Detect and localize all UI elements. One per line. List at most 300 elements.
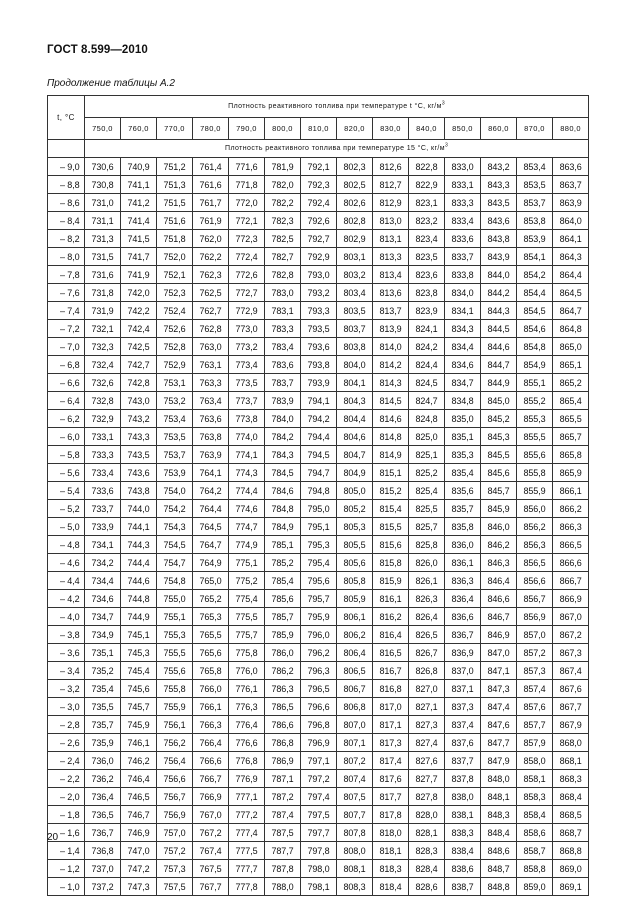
density-cell: 776,8 xyxy=(229,752,265,770)
density-cell: 774,1 xyxy=(229,446,265,464)
density-cell: 804,1 xyxy=(337,374,373,392)
density-cell: 846,2 xyxy=(481,536,517,554)
density-cell: 804,9 xyxy=(337,464,373,482)
density-cell: 848,0 xyxy=(481,770,517,788)
density-cell: 825,5 xyxy=(409,500,445,518)
density-cell: 794,4 xyxy=(301,428,337,446)
density-cell: 771,6 xyxy=(229,158,265,176)
density-cell: 757,5 xyxy=(157,878,193,896)
density-cell: 773,5 xyxy=(229,374,265,392)
density-cell: 785,9 xyxy=(265,626,301,644)
temperature-cell: – 6,2 xyxy=(48,410,85,428)
table-row xyxy=(48,428,589,446)
density-cell: 732,1 xyxy=(85,320,121,338)
table-row xyxy=(48,392,589,410)
density-cell: 744,1 xyxy=(121,518,157,536)
density-cell: 784,2 xyxy=(265,428,301,446)
density-cell: 794,8 xyxy=(301,482,337,500)
table-row xyxy=(48,320,589,338)
density-cell: 795,4 xyxy=(301,554,337,572)
density-cell: 828,1 xyxy=(409,824,445,842)
density-cell: 824,4 xyxy=(409,356,445,374)
density-cell: 836,1 xyxy=(445,554,481,572)
temperature-cell: – 6,8 xyxy=(48,356,85,374)
density-cell: 825,2 xyxy=(409,464,445,482)
temperature-cell: – 8,6 xyxy=(48,194,85,212)
density-cell: 744,0 xyxy=(121,500,157,518)
table-row xyxy=(48,194,589,212)
density-cell: 834,8 xyxy=(445,392,481,410)
density-cell: 784,3 xyxy=(265,446,301,464)
density-cell: 834,7 xyxy=(445,374,481,392)
density-cell: 817,7 xyxy=(373,788,409,806)
density-cell: 807,2 xyxy=(337,752,373,770)
density-cell: 754,8 xyxy=(157,572,193,590)
density-cell: 864,8 xyxy=(553,320,589,338)
density-cell: 828,4 xyxy=(409,860,445,878)
density-cell: 755,6 xyxy=(157,662,193,680)
column-header: 800,0 xyxy=(265,118,301,140)
density-cell: 826,7 xyxy=(409,644,445,662)
column-header: 850,0 xyxy=(445,118,481,140)
temperature-cell: – 6,4 xyxy=(48,392,85,410)
density-cell: 823,8 xyxy=(409,284,445,302)
density-cell: 867,9 xyxy=(553,716,589,734)
density-cell: 747,2 xyxy=(121,860,157,878)
density-cell: 817,6 xyxy=(373,770,409,788)
density-cell: 814,8 xyxy=(373,428,409,446)
density-cell: 807,8 xyxy=(337,824,373,842)
density-cell: 856,5 xyxy=(517,554,553,572)
density-cell: 836,4 xyxy=(445,590,481,608)
density-cell: 867,7 xyxy=(553,698,589,716)
density-cell: 761,7 xyxy=(193,194,229,212)
density-cell: 797,1 xyxy=(301,752,337,770)
density-cell: 735,1 xyxy=(85,644,121,662)
density-cell: 754,5 xyxy=(157,536,193,554)
density-cell: 808,0 xyxy=(337,842,373,860)
column-header: 780,0 xyxy=(193,118,229,140)
density-cell: 798,1 xyxy=(301,878,337,896)
density-cell: 844,3 xyxy=(481,302,517,320)
density-cell: 795,0 xyxy=(301,500,337,518)
table-row xyxy=(48,536,589,554)
density-cell: 757,2 xyxy=(157,842,193,860)
density-cell: 763,4 xyxy=(193,392,229,410)
density-cell: 803,4 xyxy=(337,284,373,302)
density-cell: 783,6 xyxy=(265,356,301,374)
density-cell: 864,4 xyxy=(553,266,589,284)
density-cell: 806,7 xyxy=(337,680,373,698)
density-cell: 856,9 xyxy=(517,608,553,626)
density-cell: 792,3 xyxy=(301,176,337,194)
table-row xyxy=(48,608,589,626)
density-cell: 752,6 xyxy=(157,320,193,338)
density-cell: 817,3 xyxy=(373,734,409,752)
density-cell: 833,8 xyxy=(445,266,481,284)
density-cell: 815,8 xyxy=(373,554,409,572)
density-cell: 828,3 xyxy=(409,842,445,860)
density-cell: 868,5 xyxy=(553,806,589,824)
density-cell: 835,4 xyxy=(445,464,481,482)
density-cell: 816,8 xyxy=(373,680,409,698)
density-cell: 826,8 xyxy=(409,662,445,680)
density-cell: 813,7 xyxy=(373,302,409,320)
page-number: 20 xyxy=(47,832,59,843)
density-cell: 775,1 xyxy=(229,554,265,572)
density-cell: 854,1 xyxy=(517,248,553,266)
density-cell: 730,6 xyxy=(85,158,121,176)
density-cell: 782,0 xyxy=(265,176,301,194)
density-cell: 743,2 xyxy=(121,410,157,428)
density-cell: 753,1 xyxy=(157,374,193,392)
density-cell: 766,3 xyxy=(193,716,229,734)
density-cell: 793,0 xyxy=(301,266,337,284)
density-cell: 784,8 xyxy=(265,500,301,518)
density-cell: 827,1 xyxy=(409,698,445,716)
density-cell: 752,1 xyxy=(157,266,193,284)
density-cell: 785,6 xyxy=(265,590,301,608)
density-cell: 734,6 xyxy=(85,590,121,608)
density-cell: 795,6 xyxy=(301,572,337,590)
density-cell: 787,8 xyxy=(265,860,301,878)
density-cell: 855,2 xyxy=(517,392,553,410)
density-cell: 757,3 xyxy=(157,860,193,878)
density-cell: 825,4 xyxy=(409,482,445,500)
temperature-cell: – 5,4 xyxy=(48,482,85,500)
density-cell: 843,6 xyxy=(481,212,517,230)
table-row xyxy=(48,770,589,788)
density-cell: 792,9 xyxy=(301,248,337,266)
density-cell: 732,3 xyxy=(85,338,121,356)
density-cell: 733,9 xyxy=(85,518,121,536)
density-cell: 794,7 xyxy=(301,464,337,482)
column-header: 820,0 xyxy=(337,118,373,140)
density-cell: 837,6 xyxy=(445,734,481,752)
density-cell: 847,0 xyxy=(481,644,517,662)
density-cell: 787,2 xyxy=(265,788,301,806)
table-row xyxy=(48,554,589,572)
density-cell: 818,3 xyxy=(373,860,409,878)
density-cell: 812,9 xyxy=(373,194,409,212)
density-cell: 869,0 xyxy=(553,860,589,878)
density-cell: 764,9 xyxy=(193,554,229,572)
density-cell: 837,1 xyxy=(445,680,481,698)
density-cell: 755,9 xyxy=(157,698,193,716)
temperature-cell: – 3,6 xyxy=(48,644,85,662)
temperature-cell: – 7,8 xyxy=(48,266,85,284)
density-cell: 833,3 xyxy=(445,194,481,212)
density-cell: 795,9 xyxy=(301,608,337,626)
density-cell: 795,7 xyxy=(301,590,337,608)
density-cell: 743,3 xyxy=(121,428,157,446)
density-cell: 854,9 xyxy=(517,356,553,374)
density-cell: 805,0 xyxy=(337,482,373,500)
density-cell: 784,9 xyxy=(265,518,301,536)
density-cell: 744,8 xyxy=(121,590,157,608)
density-cell: 844,5 xyxy=(481,320,517,338)
density-cell: 774,6 xyxy=(229,500,265,518)
table-row xyxy=(48,464,589,482)
density-cell: 765,8 xyxy=(193,662,229,680)
density-cell: 804,7 xyxy=(337,446,373,464)
density-cell: 794,5 xyxy=(301,446,337,464)
density-cell: 859,0 xyxy=(517,878,553,896)
density-cell: 865,7 xyxy=(553,428,589,446)
density-cell: 817,8 xyxy=(373,806,409,824)
density-cell: 755,8 xyxy=(157,680,193,698)
density-cell: 838,6 xyxy=(445,860,481,878)
density-cell: 773,4 xyxy=(229,356,265,374)
density-cell: 774,3 xyxy=(229,464,265,482)
density-cell: 777,2 xyxy=(229,806,265,824)
density-cell: 787,7 xyxy=(265,842,301,860)
density-cell: 797,7 xyxy=(301,824,337,842)
density-cell: 858,7 xyxy=(517,842,553,860)
density-cell: 745,7 xyxy=(121,698,157,716)
density-cell: 731,9 xyxy=(85,302,121,320)
density-cell: 785,1 xyxy=(265,536,301,554)
density-cell: 756,4 xyxy=(157,752,193,770)
temperature-cell: – 3,8 xyxy=(48,626,85,644)
density-cell: 835,1 xyxy=(445,428,481,446)
density-cell: 833,4 xyxy=(445,212,481,230)
density-cell: 744,6 xyxy=(121,572,157,590)
density-cell: 736,2 xyxy=(85,770,121,788)
temperature-cell: – 5,0 xyxy=(48,518,85,536)
density-cell: 740,9 xyxy=(121,158,157,176)
density-cell: 858,4 xyxy=(517,806,553,824)
column-header: 810,0 xyxy=(301,118,337,140)
density-cell: 865,9 xyxy=(553,464,589,482)
table-row xyxy=(48,716,589,734)
temperature-cell: – 2,6 xyxy=(48,734,85,752)
density-cell: 806,5 xyxy=(337,662,373,680)
density-cell: 868,0 xyxy=(553,734,589,752)
density-cell: 793,6 xyxy=(301,338,337,356)
table-row xyxy=(48,482,589,500)
density-cell: 867,2 xyxy=(553,626,589,644)
density-cell: 767,2 xyxy=(193,824,229,842)
density-cell: 864,1 xyxy=(553,230,589,248)
table-row xyxy=(48,356,589,374)
column-header: 770,0 xyxy=(157,118,193,140)
density-cell: 844,6 xyxy=(481,338,517,356)
density-cell: 833,0 xyxy=(445,158,481,176)
column-header: 860,0 xyxy=(481,118,517,140)
density-cell: 774,7 xyxy=(229,518,265,536)
density-cell: 807,7 xyxy=(337,806,373,824)
density-cell: 745,4 xyxy=(121,662,157,680)
density-cell: 783,9 xyxy=(265,392,301,410)
density-cell: 793,5 xyxy=(301,320,337,338)
density-cell: 857,0 xyxy=(517,626,553,644)
density-cell: 756,2 xyxy=(157,734,193,752)
temperature-cell: – 4,6 xyxy=(48,554,85,572)
table-caption: Продолжение таблицы А.2 xyxy=(47,78,175,89)
density-cell: 737,2 xyxy=(85,878,121,896)
table-row xyxy=(48,644,589,662)
density-cell: 843,5 xyxy=(481,194,517,212)
density-cell: 745,6 xyxy=(121,680,157,698)
density-cell: 785,2 xyxy=(265,554,301,572)
density-cell: 846,9 xyxy=(481,626,517,644)
density-cell: 734,1 xyxy=(85,536,121,554)
density-cell: 742,7 xyxy=(121,356,157,374)
density-cell: 837,3 xyxy=(445,698,481,716)
density-cell: 808,3 xyxy=(337,878,373,896)
density-cell: 788,0 xyxy=(265,878,301,896)
density-cell: 755,0 xyxy=(157,590,193,608)
temperature-cell: – 2,4 xyxy=(48,752,85,770)
density-cell: 773,7 xyxy=(229,392,265,410)
density-cell: 808,1 xyxy=(337,860,373,878)
density-cell: 804,0 xyxy=(337,356,373,374)
density-cell: 837,8 xyxy=(445,770,481,788)
density-cell: 866,2 xyxy=(553,500,589,518)
density-cell: 787,4 xyxy=(265,806,301,824)
density-cell: 746,2 xyxy=(121,752,157,770)
density-cell: 762,7 xyxy=(193,302,229,320)
density-cell: 741,4 xyxy=(121,212,157,230)
density-cell: 743,6 xyxy=(121,464,157,482)
density-cell: 866,6 xyxy=(553,554,589,572)
density-cell: 835,3 xyxy=(445,446,481,464)
density-cell: 761,9 xyxy=(193,212,229,230)
density-cell: 864,7 xyxy=(553,302,589,320)
density-cell: 736,4 xyxy=(85,788,121,806)
density-cell: 857,7 xyxy=(517,716,553,734)
table-row xyxy=(48,518,589,536)
density-cell: 763,8 xyxy=(193,428,229,446)
density-cell: 775,5 xyxy=(229,608,265,626)
density-cell: 793,2 xyxy=(301,284,337,302)
density-cell: 827,3 xyxy=(409,716,445,734)
density-cell: 744,4 xyxy=(121,554,157,572)
density-cell: 836,3 xyxy=(445,572,481,590)
density-cell: 785,4 xyxy=(265,572,301,590)
density-cell: 848,7 xyxy=(481,860,517,878)
table-row xyxy=(48,806,589,824)
density-cell: 807,5 xyxy=(337,788,373,806)
density-cell: 813,4 xyxy=(373,266,409,284)
density-cell: 807,4 xyxy=(337,770,373,788)
density-cell: 838,4 xyxy=(445,842,481,860)
density-cell: 856,3 xyxy=(517,536,553,554)
density-cell: 783,1 xyxy=(265,302,301,320)
density-cell: 847,3 xyxy=(481,680,517,698)
column-header: 880,0 xyxy=(553,118,589,140)
density-cell: 762,3 xyxy=(193,266,229,284)
density-cell: 741,7 xyxy=(121,248,157,266)
density-cell: 853,7 xyxy=(517,194,553,212)
density-cell: 826,3 xyxy=(409,590,445,608)
density-cell: 734,7 xyxy=(85,608,121,626)
density-cell: 782,5 xyxy=(265,230,301,248)
density-cell: 803,2 xyxy=(337,266,373,284)
density-cell: 774,0 xyxy=(229,428,265,446)
density-cell: 827,7 xyxy=(409,770,445,788)
table-row xyxy=(48,662,589,680)
density-cell: 848,3 xyxy=(481,806,517,824)
density-cell: 762,5 xyxy=(193,284,229,302)
density-cell: 736,5 xyxy=(85,806,121,824)
density-cell: 773,0 xyxy=(229,320,265,338)
density-cell: 777,1 xyxy=(229,788,265,806)
table-row xyxy=(48,230,589,248)
table-row xyxy=(48,338,589,356)
density-cell: 838,0 xyxy=(445,788,481,806)
density-cell: 783,0 xyxy=(265,284,301,302)
density-cell: 787,1 xyxy=(265,770,301,788)
density-cell: 798,0 xyxy=(301,860,337,878)
density-cell: 752,4 xyxy=(157,302,193,320)
density-cell: 786,8 xyxy=(265,734,301,752)
density-cell: 865,8 xyxy=(553,446,589,464)
density-cell: 783,3 xyxy=(265,320,301,338)
density-cell: 746,5 xyxy=(121,788,157,806)
density-cell: 767,4 xyxy=(193,842,229,860)
density-cell: 856,6 xyxy=(517,572,553,590)
density-cell: 866,5 xyxy=(553,536,589,554)
density-cell: 867,4 xyxy=(553,662,589,680)
density-cell: 745,9 xyxy=(121,716,157,734)
density-cell: 854,4 xyxy=(517,284,553,302)
density-cell: 745,1 xyxy=(121,626,157,644)
density-cell: 753,7 xyxy=(157,446,193,464)
temperature-cell: – 1,4 xyxy=(48,842,85,860)
density-cell: 751,3 xyxy=(157,176,193,194)
density-cell: 813,9 xyxy=(373,320,409,338)
density-cell: 762,2 xyxy=(193,248,229,266)
density-cell: 805,5 xyxy=(337,536,373,554)
density-cell: 843,3 xyxy=(481,176,517,194)
density-cell: 848,1 xyxy=(481,788,517,806)
density-cell: 776,4 xyxy=(229,716,265,734)
density-cell: 814,6 xyxy=(373,410,409,428)
density-cell: 741,9 xyxy=(121,266,157,284)
density-cell: 868,7 xyxy=(553,824,589,842)
density-cell: 837,4 xyxy=(445,716,481,734)
table-row xyxy=(48,212,589,230)
density-cell: 786,3 xyxy=(265,680,301,698)
density-cell: 786,2 xyxy=(265,662,301,680)
density-cell: 827,8 xyxy=(409,788,445,806)
density-cell: 751,2 xyxy=(157,158,193,176)
density-cell: 736,7 xyxy=(85,824,121,842)
density-cell: 855,9 xyxy=(517,482,553,500)
density-cell: 817,1 xyxy=(373,716,409,734)
density-cell: 804,4 xyxy=(337,410,373,428)
density-cell: 856,2 xyxy=(517,518,553,536)
density-cell: 761,4 xyxy=(193,158,229,176)
density-cell: 735,2 xyxy=(85,662,121,680)
density-cell: 854,5 xyxy=(517,302,553,320)
density-cell: 767,0 xyxy=(193,806,229,824)
density-cell: 802,3 xyxy=(337,158,373,176)
density-cell: 766,9 xyxy=(193,788,229,806)
density-cell: 836,0 xyxy=(445,536,481,554)
density-cell: 796,0 xyxy=(301,626,337,644)
density-cell: 765,6 xyxy=(193,644,229,662)
density-cell: 742,4 xyxy=(121,320,157,338)
density-cell: 816,4 xyxy=(373,626,409,644)
density-cell: 777,4 xyxy=(229,824,265,842)
table-row xyxy=(48,176,589,194)
density-cell: 766,1 xyxy=(193,698,229,716)
density-cell: 868,4 xyxy=(553,788,589,806)
temperature-cell: – 7,2 xyxy=(48,320,85,338)
